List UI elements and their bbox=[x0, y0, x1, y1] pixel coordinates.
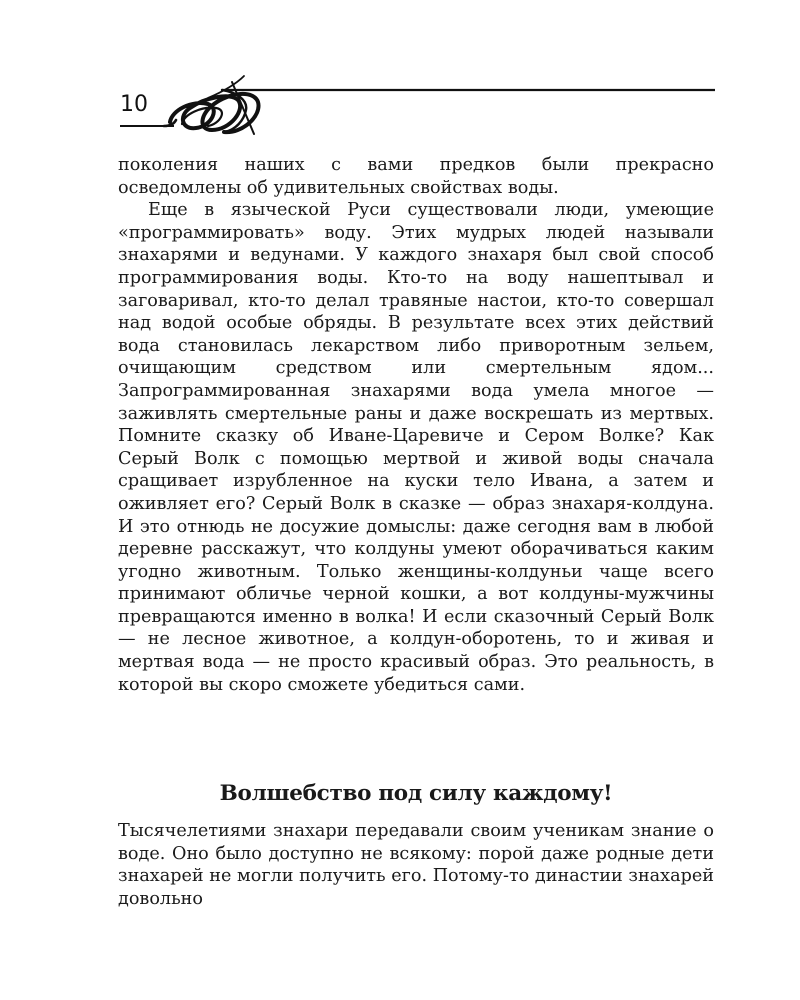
page-number: 10 bbox=[120, 92, 148, 117]
body-text bbox=[118, 154, 714, 696]
page-header bbox=[0, 0, 800, 150]
section-paragraph: Тысячелетиями знахари передавали своим ученикам знание о воде. Оно было доступно не всякому: порой даже родные дети знахарей не могли получить его. Потому-то династии знахарей довольно bbox=[118, 821, 714, 909]
section-heading: Волшебство под силу каждому! bbox=[219, 781, 613, 806]
flourish-swirl-icon bbox=[112, 70, 722, 150]
section-body-text bbox=[118, 820, 714, 910]
paragraph-continuation: поколения наших с вами предков были прекрасно осведомлены об удивительных свойствах воды. bbox=[118, 155, 714, 198]
paragraph-main: Еще в языческой Руси существовали люди, умеющие «программировать» воду. Этих мудрых людей называли знахарями и ведунами. У каждого знахаря был свой способ программирования воды. Кто-то на воду нашептывал и заговаривал, кто-то делал травяные настои, кто-то совершал над водой особые обряды. В результате всех этих действий вода становилась лекарством либо приворотным зельем, очищающим средством или смертельным ядом... Запрограммированная знахарями вода умела многое — заживлять смертельные раны и даже воскрешать из мертвых. Помните сказку об Иване-Царевиче и Сером Волке? Как Серый Волк с помощью мертвой и живой воды сначала сращивает изрубленное на куски тело Ивана, а затем и оживляет его? Серый Волк в сказке — образ знахаря-колдуна. И это отнюдь не досужие домыслы: даже сегодня вам в любой деревне расскажут, что колдуны умеют оборачиваться каким угодно животным. Только женщины-колдуньи чаще всего принимают обличье черной кошки, а вот колдуны-мужчины превращаются именно в волка! И если сказочный Серый Волк — не лесное животное, а колдун-оборотень, то и живая и мертвая вода — не просто красивый образ. Это реальность, в которой вы скоро сможете убедиться сами. bbox=[118, 200, 714, 695]
